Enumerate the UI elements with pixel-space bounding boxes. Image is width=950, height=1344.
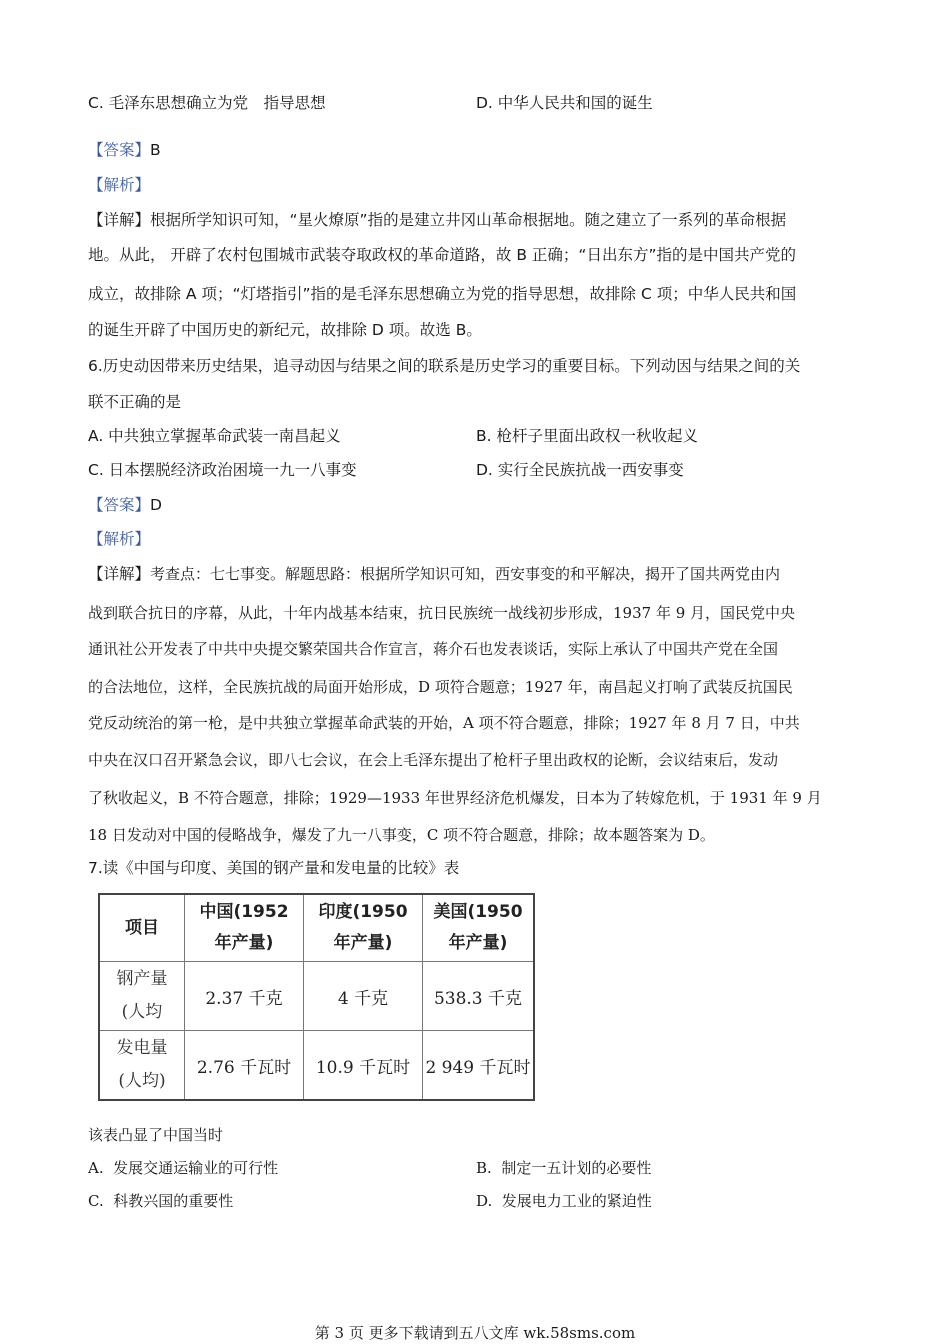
q6-detail-line: 中央在汉口召开紧急会议，即八七会议，在会上毛泽东提出了枪杆子里出政权的论断，会议结束后，发动: [88, 751, 779, 769]
q6-answer: [88, 495, 162, 515]
table-header-cell: 项目: [99, 894, 185, 962]
table-header-row: [99, 894, 534, 962]
q5-option-d: D. 中华人民共和国的诞生: [476, 94, 653, 112]
q6-detail-line: 党反动统治的第一枪，是中共独立掌握革命武装的开始，A 项不符合题意，排除；1927 年 8 月 7 日，中共: [88, 714, 800, 732]
q7-option-a: A. 发展交通运输业的可行性: [88, 1159, 279, 1177]
q6-stem: 6.历史动因带来历史结果，追寻动因与结果之间的联系是历史学习的重要目标。下列动因与结果之间的关: [88, 357, 801, 375]
answer-tag: 【答案】: [88, 496, 151, 514]
table-header-cell: 美国(1950 年产量): [423, 894, 535, 962]
detail-tag: 【详解】: [88, 565, 151, 583]
table-cell: 2 949 千瓦时: [423, 1031, 535, 1101]
answer-value: D: [150, 496, 162, 514]
comparison-table: [98, 893, 535, 1101]
q7-prompt: 该表凸显了中国当时: [88, 1126, 224, 1144]
q6-analysis-tag: 【解析】: [88, 530, 151, 548]
table-cell: 2.37 千克: [185, 962, 304, 1031]
q6-stem: 联不正确的是: [88, 393, 182, 411]
q6-option-b: B. 枪杆子里面出政权一秋收起义: [476, 427, 698, 445]
q5-answer: [88, 140, 161, 160]
table-header-cell: 印度(1950 年产量): [304, 894, 423, 962]
table-row: [99, 1031, 534, 1101]
q6-option-a: A. 中共独立掌握革命武装一南昌起义: [88, 427, 341, 445]
table-cell: 538.3 千克: [423, 962, 535, 1031]
q5-detail-line: 【详解】根据所学知识可知，“星火燎原”指的是建立井冈山革命根据地。随之建立了一系列的革命根据: [88, 211, 787, 229]
q7-option-d: D. 发展电力工业的紧迫性: [476, 1192, 652, 1210]
q5-detail-line: 成立，故排除 A 项；“灯塔指引”指的是毛泽东思想确立为党的指导思想，故排除 C 项；中华人民共和国: [88, 285, 797, 303]
q5-detail-line: 的诞生开辟了中国历史的新纪元，故排除 D 项。故选 B。: [88, 321, 482, 339]
q6-detail-line: 战到联合抗日的序幕，从此，十年内战基本结束，抗日民族统一战线初步形成，1937 年 9 月，国民党中央: [88, 604, 796, 622]
row-label: 发电量 (人均): [99, 1031, 185, 1101]
table-header-cell: 中国(1952 年产量): [185, 894, 304, 962]
q6-detail-line: 【详解】考查点：七七事变。解题思路：根据所学知识可知，西安事变的和平解决，揭开了国共两党由内: [88, 565, 781, 583]
q6-detail-line: 18 日发动对中国的侵略战争，爆发了九一八事变，C 项不符合题意，排除；故本题答案为 D。: [88, 826, 715, 844]
q7-option-b: B. 制定一五计划的必要性: [476, 1159, 652, 1177]
row-label: 钢产量 (人均: [99, 962, 185, 1031]
table-cell: 2.76 千瓦时: [185, 1031, 304, 1101]
page-footer: 第 3 页 更多下载请到五八文库 wk.58sms.com: [314, 1324, 636, 1342]
q6-detail-line: 通讯社公开发表了中共中央提交繁荣国共合作宣言，蒋介石也发表谈话，实际上承认了中国共产党在全国: [88, 640, 779, 658]
q6-detail-line: 的合法地位，这样，全民族抗战的局面开始形成，D 项符合题意；1927 年，南昌起义打响了武装反抗国民: [88, 678, 793, 696]
q5-option-c: C. 毛泽东思想确立为党 指导思想: [88, 94, 326, 112]
table-row: [99, 962, 534, 1031]
q7-stem: 7.读《中国与印度、美国的钢产量和发电量的比较》表: [88, 859, 460, 877]
q6-option-d: D. 实行全民族抗战一西安事变: [476, 461, 684, 479]
detail-tag: 【详解】: [88, 211, 151, 229]
q5-detail-line: 地。从此， 开辟了农村包围城市武装夺取政权的革命道路，故 B 正确；“日出东方”指的是中国共产党的: [88, 246, 796, 264]
table-cell: 4 千克: [304, 962, 423, 1031]
q6-option-c: C. 日本摆脱经济政治困境一九一八事变: [88, 461, 357, 479]
q5-analysis-tag: 【解析】: [88, 176, 151, 194]
q6-detail-line: 了秋收起义，B 不符合题意，排除；1929—1933 年世界经济危机爆发，日本为了转嫁危机，于 1931 年 9 月: [88, 789, 822, 807]
answer-tag: 【答案】: [88, 141, 151, 159]
q7-option-c: C. 科教兴国的重要性: [88, 1192, 234, 1210]
table-cell: 10.9 千瓦时: [304, 1031, 423, 1101]
answer-value: B: [150, 141, 161, 159]
